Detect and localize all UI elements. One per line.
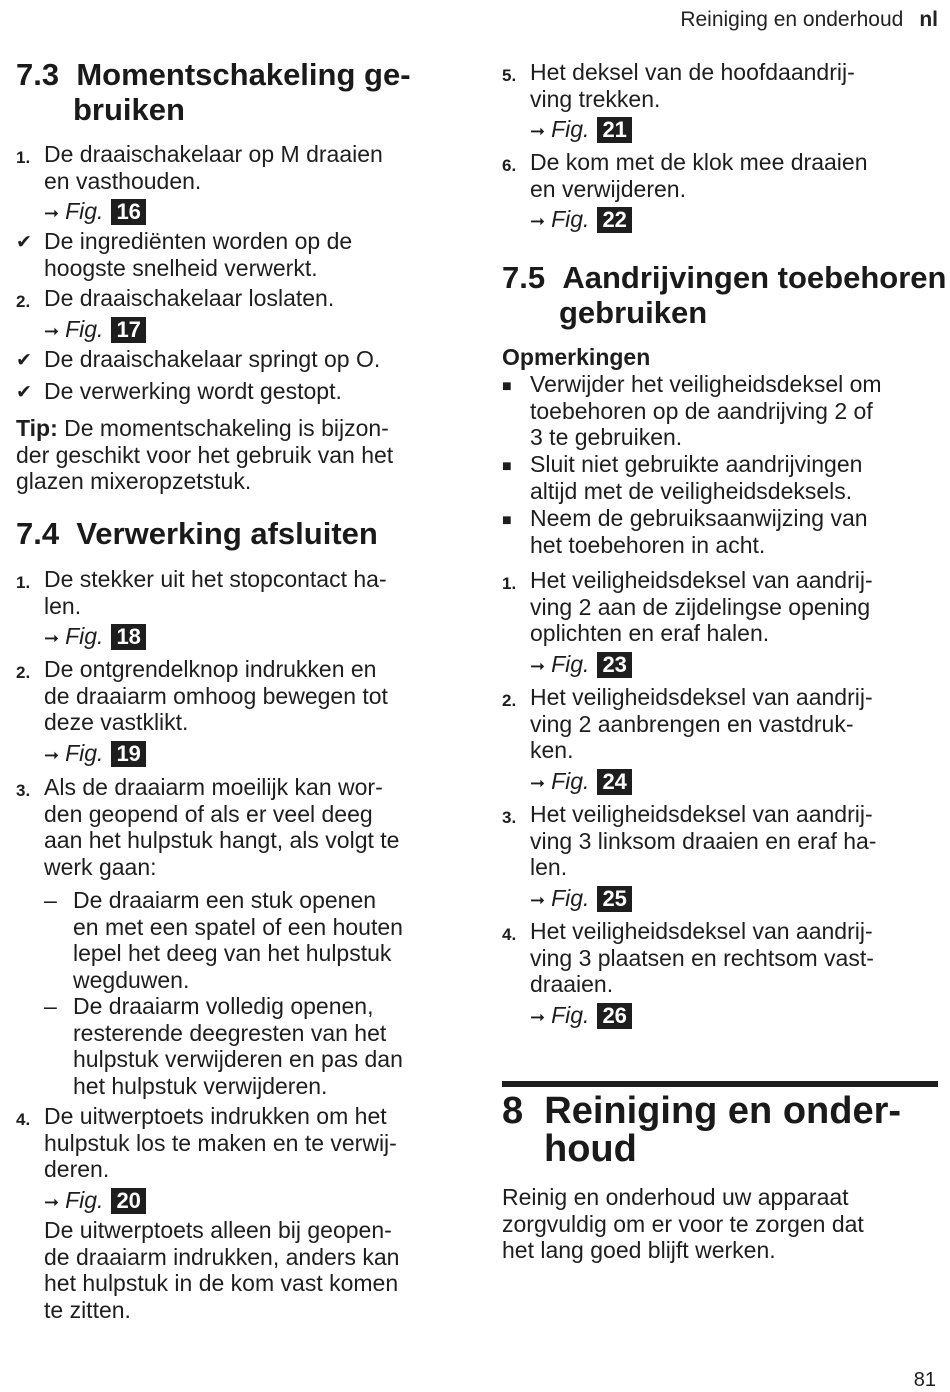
- step-number: 6.: [502, 156, 517, 175]
- step-number: 2.: [16, 292, 31, 311]
- dash-text: De draaiarm een stuk openen: [73, 887, 377, 913]
- step-number: 3.: [16, 781, 31, 800]
- figure-reference: [530, 1002, 874, 1031]
- section-7-3-heading: [16, 57, 411, 127]
- fig-label: Fig.: [65, 198, 104, 224]
- page-number: 81: [913, 1369, 936, 1391]
- check-icon: ✔: [16, 382, 32, 403]
- header-section: Reiniging en onderhoud: [680, 8, 904, 31]
- step-text: de draaiarm omhoog bewegen tot: [44, 682, 388, 709]
- step-number: 4.: [16, 1110, 31, 1129]
- square-bullet-icon: ■: [502, 512, 512, 529]
- figure-number-badge: 18: [111, 624, 145, 650]
- bullet-text: Neem de gebruiksaanwijzing van: [530, 505, 868, 531]
- section-title: Momentschakeling ge-: [76, 57, 411, 92]
- result-text: De verwerking wordt gestopt.: [44, 378, 342, 404]
- figure-reference: [530, 885, 876, 914]
- arrow-right-icon: ➞: [530, 1006, 546, 1027]
- figure-number-badge: 24: [597, 769, 631, 795]
- section-title-cont: bruiken: [73, 92, 185, 127]
- note-text: te zitten.: [44, 1296, 131, 1323]
- figure-reference: [44, 1187, 399, 1216]
- fig-label: Fig.: [65, 739, 104, 766]
- step-text: ving 2 aanbrengen en vastdruk-: [530, 710, 854, 737]
- section-title: Aandrijvingen toebehoren: [562, 260, 947, 295]
- step-number: 5.: [502, 66, 517, 85]
- chapter-8-heading: [502, 1092, 901, 1168]
- dash-marker: –: [44, 993, 57, 1019]
- figure-reference: [530, 768, 873, 797]
- dash-text: lepel het deeg van het hulpstuk: [73, 940, 392, 966]
- arrow-right-icon: ➞: [530, 772, 546, 793]
- arrow-right-icon: ➞: [530, 121, 546, 141]
- step-text: en verwijderen.: [530, 175, 686, 202]
- arrow-right-icon: ➞: [44, 203, 60, 223]
- arrow-right-icon: ➞: [44, 744, 60, 765]
- step-number: 2.: [16, 663, 31, 682]
- step-text: ken.: [530, 737, 574, 763]
- square-bullet-icon: ■: [502, 378, 512, 395]
- step-text: draaien.: [530, 971, 614, 997]
- fig-label: Fig.: [551, 884, 590, 911]
- step-text: ving 3 linksom draaien en eraf ha-: [530, 827, 877, 854]
- bullet-text: Sluit niet gebruikte aandrijvingen: [530, 451, 863, 477]
- step-text: werk gaan:: [44, 853, 157, 880]
- square-bullet-icon: ■: [502, 458, 512, 475]
- step-text: De uitwerptoets indrukken om het: [44, 1103, 387, 1129]
- section-number: 7.4: [16, 516, 60, 551]
- step-text: ving 3 plaatsen en rechtsom vast-: [530, 944, 874, 971]
- notes-heading: Opmerkingen: [502, 344, 651, 370]
- step-number: 2.: [502, 691, 517, 710]
- step-text: De ontgrendelknop indrukken en: [44, 656, 377, 682]
- figure-number-badge: 23: [597, 652, 631, 678]
- figure-number-badge: 17: [111, 317, 145, 343]
- step-text: De kom met de klok mee draaien: [530, 149, 868, 175]
- paragraph-text: zorgvuldig om er voor te zorgen dat: [502, 1210, 864, 1237]
- running-header: [680, 8, 938, 32]
- paragraph-text: het lang goed blijft werken.: [502, 1237, 776, 1263]
- figure-reference: [44, 316, 334, 345]
- step-text: hulpstuk los te maken en te verwij-: [44, 1129, 397, 1156]
- dash-text: resterende deegresten van het: [73, 1019, 387, 1046]
- step-number: 3.: [502, 808, 517, 827]
- figure-number-badge: 26: [597, 1003, 631, 1029]
- step-text: len.: [44, 592, 82, 619]
- figure-number-badge: 20: [111, 1188, 145, 1214]
- step-text: len.: [530, 854, 568, 880]
- chapter-title: Reiniging en onder-: [544, 1090, 902, 1132]
- note-text: De uitwerptoets alleen bij geopen-: [44, 1217, 392, 1243]
- header-language: nl: [919, 8, 938, 31]
- figure-number-badge: 25: [597, 886, 631, 912]
- section-title: Verwerking afsluiten: [76, 516, 378, 551]
- result-text: De ingrediënten worden op de: [44, 228, 353, 254]
- fig-label: Fig.: [65, 315, 104, 342]
- step-text: deze vastklikt.: [44, 709, 189, 735]
- section-number: 7.5: [502, 260, 546, 295]
- section-number: 7.3: [16, 57, 60, 92]
- figure-reference: [530, 651, 873, 680]
- chapter-intro-paragraph: [502, 1184, 938, 1264]
- tip-label: Tip:: [16, 415, 58, 441]
- step-text: deren.: [44, 1156, 110, 1182]
- arrow-right-icon: ➞: [530, 655, 546, 676]
- step-number: 1.: [502, 574, 517, 593]
- note-text: het hulpstuk in de kom vast komen: [44, 1270, 399, 1296]
- step-note: [44, 1217, 399, 1323]
- step-text: en vasthouden.: [44, 167, 202, 194]
- figure-reference: [530, 116, 855, 145]
- note-text: de draaiarm indrukken, anders kan: [44, 1243, 400, 1270]
- step-text: Als de draaiarm moeilijk kan wor-: [44, 774, 383, 800]
- figure-reference: [44, 198, 383, 227]
- chapter-number: 8: [502, 1090, 524, 1132]
- step-text: Het deksel van de hoofdaandrij-: [530, 59, 855, 85]
- figure-reference: [44, 623, 387, 652]
- figure-number-badge: 16: [111, 199, 145, 225]
- bullet-text: het toebehoren in acht.: [530, 531, 766, 558]
- step-text: aan het hulpstuk hangt, als volgt te: [44, 827, 400, 853]
- tip-text: De momentschakeling is bijzon-: [64, 415, 389, 441]
- step-text: ving 2 aan de zijdelingse opening: [530, 593, 871, 620]
- step-text: Het veiligheidsdeksel van aandrij-: [530, 918, 873, 944]
- step-text: De draaischakelaar loslaten.: [44, 285, 335, 311]
- check-icon: ✔: [16, 350, 32, 371]
- step-text: Het veiligheidsdeksel van aandrij-: [530, 684, 873, 710]
- bullet-text: altijd met de veiligheidsdeksels.: [530, 477, 853, 504]
- figure-number-badge: 19: [111, 741, 145, 767]
- dash-text: en met een spatel of een houten: [73, 913, 403, 940]
- arrow-right-icon: ➞: [530, 889, 546, 910]
- section-7-5-heading: [502, 260, 946, 330]
- result-text: De draaischakelaar springt op O.: [44, 346, 381, 372]
- dash-marker: –: [44, 887, 57, 913]
- fig-label: Fig.: [551, 650, 590, 677]
- step-text: De stekker uit het stopcontact ha-: [44, 566, 387, 592]
- arrow-right-icon: ➞: [44, 320, 60, 341]
- fig-label: Fig.: [65, 1186, 104, 1213]
- figure-reference: [44, 740, 388, 769]
- chapter-title-cont: houd: [544, 1128, 637, 1170]
- arrow-right-icon: ➞: [530, 211, 546, 231]
- check-icon: ✔: [16, 232, 32, 253]
- arrow-right-icon: ➞: [44, 628, 60, 648]
- section-7-4-heading: [16, 516, 378, 551]
- step-text: den geopend of als er veel deeg: [44, 800, 373, 827]
- step-text: Het veiligheidsdeksel van aandrij-: [530, 567, 873, 593]
- fig-label: Fig.: [551, 767, 590, 794]
- dash-text: wegduwen.: [73, 966, 190, 993]
- fig-label: Fig.: [551, 1001, 590, 1028]
- chapter-rule: [502, 1081, 938, 1087]
- dash-text: hulpstuk verwijderen en pas dan: [73, 1046, 403, 1072]
- tip-text: der geschikt voor het gebruik van het: [16, 441, 394, 468]
- figure-number-badge: 21: [597, 117, 631, 143]
- step-number: 1.: [16, 148, 31, 167]
- bullet-text: toebehoren op de aandrijving 2 of: [530, 397, 873, 424]
- bullet-text: 3 te gebruiken.: [530, 424, 683, 450]
- section-title-cont: gebruiken: [559, 295, 708, 330]
- step-text: oplichten en eraf halen.: [530, 620, 770, 646]
- figure-number-badge: 22: [597, 207, 631, 233]
- result-text: hoogste snelheid verwerkt.: [44, 254, 318, 281]
- step-text: Het veiligheidsdeksel van aandrij-: [530, 801, 873, 827]
- step-number: 4.: [502, 925, 517, 944]
- tip-text: glazen mixeropzetstuk.: [16, 468, 252, 494]
- paragraph-text: Reinig en onderhoud uw apparaat: [502, 1184, 849, 1210]
- dash-text: De draaiarm volledig openen,: [73, 993, 374, 1019]
- fig-label: Fig.: [65, 623, 104, 649]
- step-number: 1.: [16, 573, 31, 592]
- arrow-right-icon: ➞: [44, 1191, 60, 1212]
- dash-text: het hulpstuk verwijderen.: [73, 1072, 328, 1099]
- tip-paragraph: [16, 415, 456, 495]
- bullet-text: Verwijder het veiligheidsdeksel om: [530, 371, 882, 397]
- fig-label: Fig.: [551, 116, 590, 142]
- step-text: ving trekken.: [530, 85, 661, 112]
- fig-label: Fig.: [551, 206, 590, 232]
- step-text: De draaischakelaar op M draaien: [44, 141, 383, 167]
- figure-reference: [530, 206, 868, 235]
